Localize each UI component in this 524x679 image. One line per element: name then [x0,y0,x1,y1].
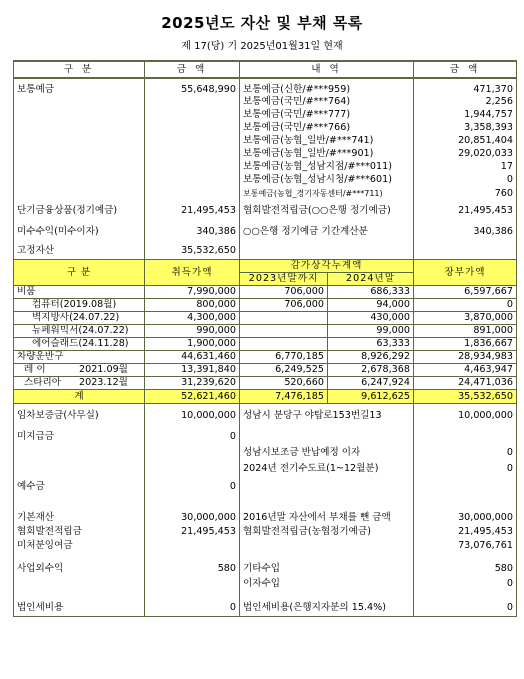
asset-label: 에어슬래드(24.11.28) [14,337,145,350]
row-desc: 2024년 전기수도료(1~12월분) [240,460,414,476]
table-row [14,108,517,121]
asset-total-book: 35,532,650 [414,389,517,403]
row-amount: 0 [145,600,240,616]
asset-row [14,298,517,311]
row-amount: 340,386 [145,220,240,243]
table-row [14,160,517,173]
asset-cost: 31,239,620 [145,376,240,389]
asset-book: 24,471,036 [414,376,517,389]
table-row [14,186,517,200]
table-row [14,510,517,524]
document-title: 2025년도 자산 및 부채 목록 [161,14,363,32]
row-amount-2: 21,495,453 [414,524,517,538]
asset-row [14,350,517,363]
deposit-desc: 보통예금(농협_일반/#***741) [240,134,414,147]
asset-book: 6,597,667 [414,285,517,298]
asset-dep-prev: 6,249,525 [240,363,328,376]
asset-label: 차량운반구 [14,350,145,363]
deposit-amount: 760 [414,186,517,200]
asset-row [14,311,517,324]
table-row [14,476,517,496]
deposit-amount: 29,020,033 [414,147,517,160]
asset-cost: 800,000 [145,298,240,311]
table-row [14,147,517,160]
asset-total-dep-2024: 9,612,625 [328,389,414,403]
row-desc: 기타수입 [240,560,414,576]
asset-label [14,376,145,389]
row-label: 보통예금 [14,78,145,95]
table-row [14,560,517,576]
row-desc: 성남시보조금 반납예정 이자 [240,444,414,460]
asset-total-dep-prev: 7,476,185 [240,389,328,403]
deposit-amount: 2,256 [414,95,517,108]
asset-cost: 4,300,000 [145,311,240,324]
row-amount: 55,648,990 [145,78,240,95]
table-row [14,460,517,476]
asset-dep-prev: 706,000 [240,285,328,298]
asset-header-row [14,259,517,272]
vehicle-name: 스타리아 [24,377,62,388]
row-desc: 협회발전적립금(○○은행 정기예금) [240,200,414,220]
header-amount-2: 금 액 [414,61,517,78]
asset-dep-2024: 430,000 [328,311,414,324]
row-amount: 35,532,650 [145,243,240,259]
asset-total-cost: 52,621,460 [145,389,240,403]
row-desc: 법인세비용(은행지자분의 15.4%) [240,600,414,616]
asset-row [14,285,517,298]
row-amount-2: 0 [414,600,517,616]
deposit-amount: 471,370 [414,78,517,95]
asset-header-cost: 취득가액 [145,259,240,285]
row-amount: 0 [145,428,240,444]
row-desc: ○○은행 정기예금 기간계산분 [240,220,414,243]
deposit-amount: 3,358,393 [414,121,517,134]
asset-label: 벽지방사(24.07.22) [14,311,145,324]
asset-header-dep-prev: 2023년말까지 [240,272,328,285]
table-row [14,78,517,95]
row-amount-2: 21,495,453 [414,200,517,220]
row-label: 미처분잉여금 [14,538,145,552]
table-row [14,220,517,243]
asset-cost: 44,631,460 [145,350,240,363]
asset-header-book: 장부가액 [414,259,517,285]
row-label: 법인세비용 [14,600,145,616]
row-label: 미지급금 [14,428,145,444]
row-label: 사업외수익 [14,560,145,576]
asset-dep-prev: 6,770,185 [240,350,328,363]
row-label: 예수금 [14,476,145,496]
row-label: 단기금융상품(정기예금) [14,200,145,220]
deposit-desc: 보통예금(국민/#***777) [240,108,414,121]
vehicle-date: 2021.09월 [79,364,128,375]
asset-cost: 7,990,000 [145,285,240,298]
asset-cost: 1,900,000 [145,337,240,350]
deposit-desc: 보통예금(농협_성남시청/#***601) [240,173,414,186]
asset-book: 4,463,947 [414,363,517,376]
asset-header-depreciation: 감가상각누계액 [240,259,414,272]
table-header-row [14,61,517,78]
row-desc: 협회발전적립금(농협정기예금) [240,524,414,538]
row-amount: 30,000,000 [145,510,240,524]
table-row [14,444,517,460]
asset-row [14,376,517,389]
deposit-amount: 17 [414,160,517,173]
row-label: 미수수익(미수이자) [14,220,145,243]
deposit-amount: 1,944,757 [414,108,517,121]
asset-dep-prev: 520,660 [240,376,328,389]
row-label: 임차보증금(사무실) [14,403,145,428]
row-amount-2: 0 [414,576,517,590]
row-desc: 2016년말 자산에서 부채를 뺀 금액 [240,510,414,524]
spacer-row [14,552,517,560]
asset-dep-2024: 2,678,368 [328,363,414,376]
asset-dep-2024: 6,247,924 [328,376,414,389]
asset-book: 0 [414,298,517,311]
table-row [14,173,517,186]
header-detail: 내 역 [240,61,414,78]
asset-dep-2024: 63,333 [328,337,414,350]
asset-header-dep-2024: 2024년말 [328,272,414,285]
row-label: 고정자산 [14,243,145,259]
row-label: 협회발전적립금 [14,524,145,538]
table-row [14,600,517,616]
table-row [14,95,517,108]
asset-label [14,363,145,376]
asset-dep-2024: 686,333 [328,285,414,298]
row-amount-2: 0 [414,444,517,460]
asset-row [14,324,517,337]
asset-row [14,363,517,376]
row-amount-2: 10,000,000 [414,403,517,428]
header-amount: 금 액 [145,61,240,78]
asset-book: 28,934,983 [414,350,517,363]
row-amount: 21,495,453 [145,200,240,220]
row-amount-2: 30,000,000 [414,510,517,524]
table-row [14,428,517,444]
row-desc: 성남시 분당구 야탑로153번길13 [240,403,414,428]
spacer-row [14,496,517,510]
asset-dep-2024: 8,926,292 [328,350,414,363]
vehicle-date: 2023.12월 [79,377,128,388]
table-row [14,200,517,220]
table-row [14,538,517,552]
row-amount: 0 [145,476,240,496]
table-row [14,134,517,147]
asset-cost: 13,391,840 [145,363,240,376]
asset-liability-table [13,60,517,617]
row-amount-2: 73,076,761 [414,538,517,552]
row-amount-2: 580 [414,560,517,576]
asset-book: 891,000 [414,324,517,337]
asset-label: 뉴페워믹서(24.07.22) [14,324,145,337]
row-amount: 580 [145,560,240,576]
spacer-row [14,590,517,600]
asset-total-row [14,389,517,403]
header-category: 구 분 [14,61,145,78]
deposit-desc: 보통예금(국민/#***766) [240,121,414,134]
deposit-desc: 보통예금(신한/#***959) [240,78,414,95]
asset-book: 3,870,000 [414,311,517,324]
table-row [14,524,517,538]
row-amount: 21,495,453 [145,524,240,538]
table-row [14,403,517,428]
row-label: 기본재산 [14,510,145,524]
row-desc: 이자수입 [240,576,414,590]
asset-cost: 990,000 [145,324,240,337]
asset-dep-2024: 99,000 [328,324,414,337]
vehicle-name: 레 이 [24,364,46,375]
table-row [14,576,517,590]
deposit-desc: 보통예금(농협_성남지점/#***011) [240,160,414,173]
deposit-desc: 보통예금(농협_일반/#***901) [240,147,414,160]
asset-label: 비품 [14,285,145,298]
row-amount-2: 340,386 [414,220,517,243]
deposit-amount: 20,851,404 [414,134,517,147]
table-row [14,243,517,259]
deposit-desc: 보통예금(국민/#***764) [240,95,414,108]
deposit-amount: 0 [414,173,517,186]
asset-dep-2024: 94,000 [328,298,414,311]
deposit-desc: 보통예금(농협_경기자동센터/#***711) [240,186,414,200]
asset-dep-prev: 706,000 [240,298,328,311]
row-amount: 10,000,000 [145,403,240,428]
document-subtitle: 제 17(당) 기 2025년01월31일 현재 [181,41,343,52]
table-row [14,121,517,134]
asset-row [14,337,517,350]
row-amount-2: 0 [414,460,517,476]
asset-book: 1,836,667 [414,337,517,350]
asset-dep-prev [240,311,328,324]
asset-dep-prev [240,324,328,337]
asset-dep-prev [240,337,328,350]
asset-total-label: 계 [14,389,145,403]
asset-header-category: 구 분 [14,259,145,285]
asset-label: 컴퓨터(2019.08월) [14,298,145,311]
